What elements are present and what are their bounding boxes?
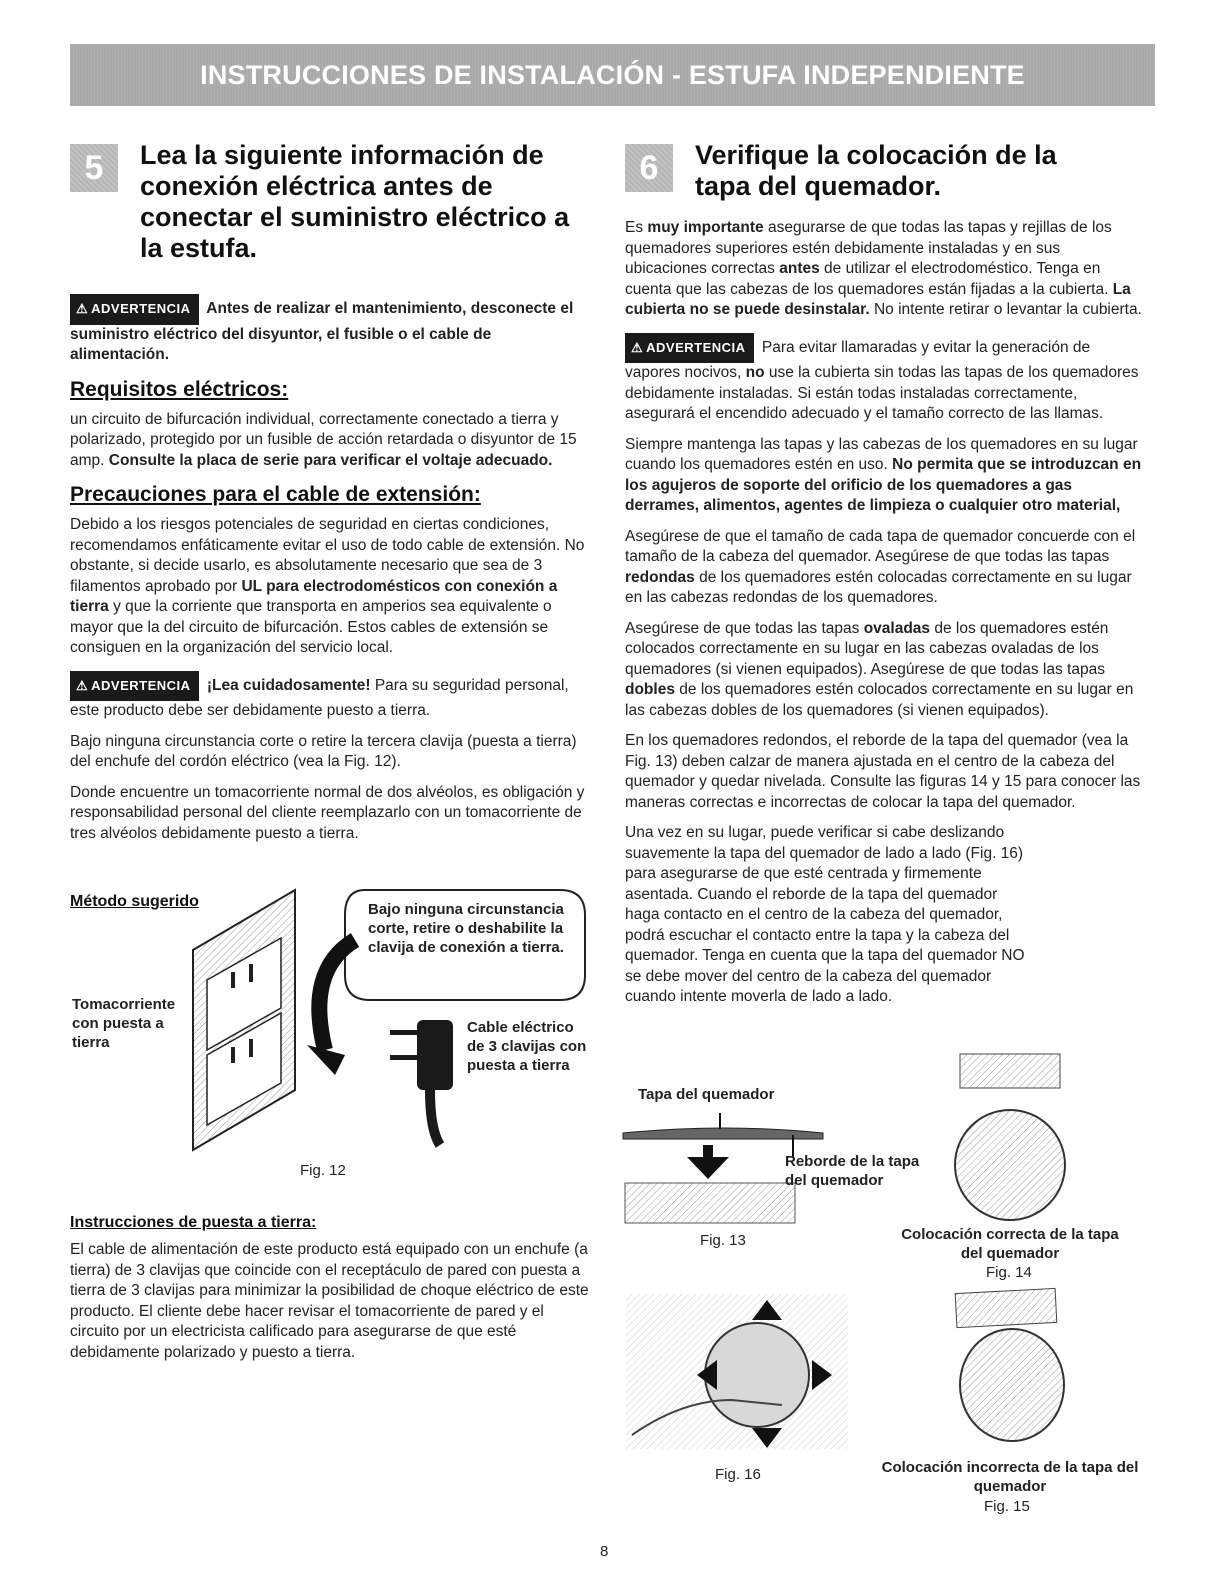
- clavija-paragraph: Bajo ninguna circunstancia corte o retire la tercera clavija (puesta a tierra) del enchufe del cordón eléctrico (vea la Fig. 12).: [70, 732, 577, 770]
- keep-paragraph: [625, 435, 1145, 517]
- fig12-outlet-label: Tomacorriente con puesta a tierra: [72, 996, 176, 1051]
- fig15-label: Colocación incorrecta de la tapa del quemador: [881, 1459, 1139, 1495]
- fig12-method-label: Método sugerido: [70, 893, 199, 910]
- fig16-illustration: [622, 1290, 852, 1455]
- wall-outlet-icon: [193, 890, 295, 1150]
- fig14-label: Colocación correcta de la tapa del quemador: [901, 1226, 1119, 1262]
- req-text: un circuito de bifurcación individual, correctamente conectado a tierra y polarizado, protegido por un fusible de acción retardada o disyuntor de 15 amp.: [70, 410, 577, 469]
- oval-text: Asegúrese de que todas las tapas: [625, 619, 860, 637]
- page-banner: [70, 44, 1155, 106]
- fig15-illustration: [950, 1285, 1070, 1445]
- warning-text: Antes de realizar el mantenimiento, desconecte el suministro eléctrico del disyuntor, el fusible o el cable de alimentación.: [70, 300, 574, 363]
- burner-cap-top-icon: [960, 1329, 1064, 1441]
- plug-icon: [390, 1020, 453, 1145]
- ground-heading: Instrucciones de puesta a tierra:: [70, 1214, 317, 1231]
- step-5-warning-2: [70, 671, 590, 722]
- fig12-caption: Fig. 12: [300, 1162, 346, 1179]
- down-arrow-head-icon: [687, 1157, 729, 1179]
- keep-text: Siempre mantenga las tapas y las cabezas de los quemadores en su lugar cuando los quemadores estén en uso.: [625, 435, 1138, 473]
- step-5-header: [70, 140, 590, 264]
- intro-text: Es: [625, 219, 644, 236]
- page-number: 8: [600, 1543, 609, 1560]
- fig16-caption: Fig. 16: [715, 1466, 761, 1483]
- ext-heading: Precauciones para el cable de extensión:: [70, 483, 481, 506]
- warning-badge-2: [70, 671, 199, 702]
- oval-text: de los quemadores estén colocados correctamente en su lugar en las cabezas dobles de los quemadores (si vienen equipados).: [625, 681, 1134, 719]
- warning-badge: [70, 294, 199, 325]
- step-6-header: [625, 140, 1145, 202]
- oval-text: de los quemadores estén colocados correctamente en su lugar en las cabezas ovaladas de los quemadores (si vienen equipados). Asegúrese de que todas las tapas: [625, 619, 1109, 678]
- fig15-caption: Fig. 15: [984, 1498, 1030, 1515]
- burner-head-icon: [625, 1183, 795, 1223]
- warning-bold: no: [745, 364, 765, 381]
- intro-text: de utilizar el electrodoméstico. Tenga en cuenta que las cabezas de los quemadores están fijadas a la cubierta.: [625, 260, 1109, 298]
- step-6-section: [625, 140, 1145, 1008]
- burner-side-icon: [955, 1288, 1057, 1327]
- fig12-cable-label: Cable eléctrico de 3 clavijas con puesta a tierra: [467, 1019, 587, 1074]
- oval-bold: dobles: [625, 681, 675, 698]
- step-5-title: Lea la siguiente información de conexión eléctrica antes de conectar el suministro eléctrico a la estufa.: [140, 140, 570, 263]
- banner-title: INSTRUCCIONES DE INSTALACIÓN - ESTUFA INDEPENDIENTE: [200, 59, 1025, 90]
- oval-paragraph: [625, 619, 1145, 722]
- size-text: Asegúrese de que el tamaño de cada tapa de quemador concuerde con el tamaño de la cabeza del quemador. Asegúrese de que todas las tapas: [625, 527, 1136, 565]
- fig12-bubble-text: Bajo ninguna circunstancia corte, retire o deshabilite la clavija de conexión a tierra.: [368, 901, 564, 956]
- fig13-rim-label: Reborde de la tapa del quemador: [785, 1153, 920, 1189]
- tomacorriente-paragraph: Donde encuentre un tomacorriente normal de dos alvéolos, es obligación y responsabilidad personal del cliente reemplazarlo con un tomacorriente de tres alvéolos debidamente puesto a tierra.: [70, 783, 585, 842]
- warning-badge-label: ADVERTENCIA: [91, 301, 191, 316]
- ext-text-tail: y que la corriente que transporta en amperios sea equivalente o mayor que la del circuito de bifurcación. Estos cables de extensión se consiguen en la organización del servicio local.: [70, 598, 552, 656]
- req-heading: Requisitos eléctricos:: [70, 377, 289, 401]
- step-5-number: 5: [70, 144, 118, 192]
- slide-paragraph: Una vez en su lugar, puede verificar si cabe deslizando suavemente la tapa del quemador de lado a lado (Fig. 16) para asegurarse de que esté centrada y firmemente asentada. Cuando el reborde de la tapa del quemador haga contacto en el centro de la cabeza del quemador, podrá escuchar el contacto entre la tapa y la cabeza del quemador. Tenga en cuenta que la tapa del quemador NO se debe mover del centro de la cabeza del quemador cuando intente moverla de lado a lado.: [625, 824, 1025, 1005]
- intro-text: No intente retirar o levantar la cubierta.: [873, 301, 1142, 318]
- size-paragraph: [625, 527, 1145, 609]
- burner-side-icon: [960, 1054, 1060, 1088]
- ext-paragraph: [70, 515, 590, 659]
- round-paragraph: En los quemadores redondos, el reborde de la tapa del quemador (vea la Fig. 13) deben calzar de manera ajustada en el centro de la cabeza del quemador y quedar nivelada. Consulte las figuras 14 y 15 para conocer las maneras correctas e incorrectas de colocar la tapa del quemador.: [625, 732, 1141, 811]
- intro-bold: antes: [779, 260, 820, 277]
- intro-text: asegurarse de que todas las tapas y rejillas de los quemadores superiores estén debidamente instaladas y en sus ubicaciones correctas: [625, 219, 1112, 277]
- intro-bold: muy importante: [647, 219, 764, 236]
- intro-bold: La cubierta no se puede desinstalar.: [625, 280, 1131, 318]
- warning-triangle-icon: ⚠: [631, 339, 644, 355]
- step-6-title: Verifique la colocación de la tapa del quemador.: [695, 140, 1057, 201]
- warning-text: use la cubierta sin todas las tapas de los quemadores debidamente instaladas. Si están todas instaladas correctamente, asegurará el encendido adecuado y el tamaño correcto de las llamas.: [625, 364, 1139, 422]
- burner-cap-icon: [705, 1323, 809, 1427]
- warning-badge-label: ADVERTENCIA: [646, 339, 746, 355]
- warning-triangle-icon: ⚠: [76, 677, 89, 693]
- step-5-warning: [70, 294, 590, 366]
- warning-2-bold: ¡Lea cuidadosamente!: [206, 676, 371, 694]
- fig13-caption: Fig. 13: [700, 1232, 746, 1249]
- fig14-caption: Fig. 14: [986, 1264, 1032, 1281]
- req-text-bold: Consulte la placa de serie para verificar el voltaje adecuado.: [108, 451, 553, 469]
- oval-bold: ovaladas: [863, 619, 931, 637]
- warning-badge: [625, 333, 754, 364]
- size-text: de los quemadores estén colocadas correctamente en su lugar en las cabezas redondas de los quemadores.: [625, 568, 1132, 606]
- warning-badge-label: ADVERTENCIA: [91, 677, 191, 693]
- size-bold: redondas: [625, 568, 695, 586]
- warning-triangle-icon: ⚠: [76, 301, 89, 316]
- ext-text: Debido a los riesgos potenciales de seguridad en ciertas condiciones, recomendamos enfáticamente evitar el uso de todo cable de extensión. No obstante, si decide usarlo, es absolutamente necesario que sea de 3 filamentos aprobado por: [70, 516, 585, 595]
- keep-bold: No permita que se introduzcan en los agujeros de soporte del orificio de los quemadores a gas derrames, alimentos, agentes de limpieza o cualquier otro material,: [625, 456, 1142, 514]
- step-6-number: 6: [625, 144, 673, 192]
- fig13-cap-label: Tapa del quemador: [638, 1086, 775, 1103]
- fig14-illustration: [950, 1050, 1070, 1225]
- step-6-intro: [625, 218, 1145, 321]
- down-arrow-icon: [703, 1145, 713, 1159]
- step-6-warning: [625, 333, 1145, 425]
- req-paragraph: [70, 410, 590, 472]
- burner-cap-top-icon: [955, 1110, 1065, 1220]
- ext-text-bold: UL para electrodomésticos con conexión a tierra: [70, 577, 558, 615]
- warning-2-text: Para su seguridad personal, este producto debe ser debidamente puesto a tierra.: [70, 676, 569, 719]
- warning-text: Para evitar llamaradas y evitar la generación de vapores nocivos,: [625, 338, 1091, 381]
- step-5-section: [70, 140, 590, 844]
- ground-paragraph: El cable de alimentación de este producto está equipado con un enchufe (a tierra) de 3 clavijas que coincide con el receptáculo de pared con puesta a tierra de 3 clavijas para minimizar la posibilidad de choque eléctrico de este producto. El cliente debe hacer revisar el tomacorriente de pared y el circuito por un electricista calificado para asegurarse de que esté debidamente polarizado y puesto a tierra.: [70, 1241, 589, 1361]
